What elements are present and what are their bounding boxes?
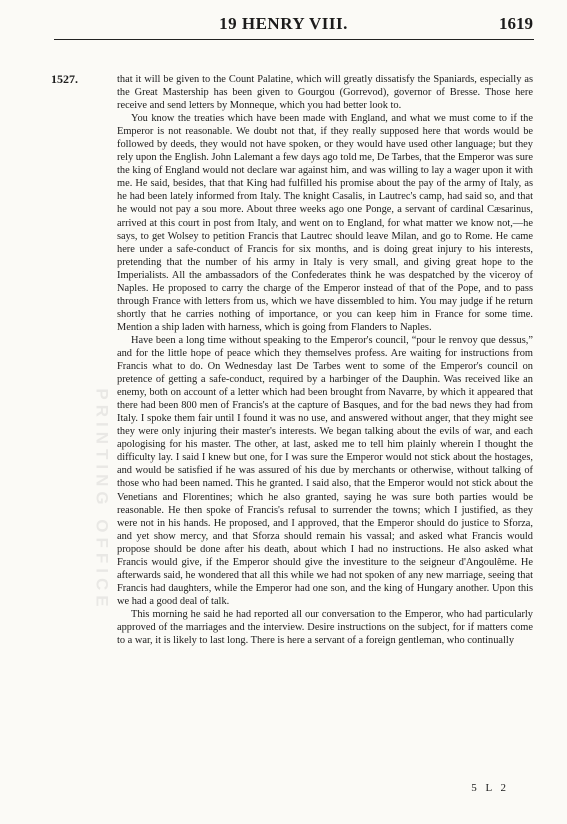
paragraph: This morning he said he had reported all our conversation to the Emperor, who had particularly approved of the marriages and the interview. Desire instructions on the subject, for if matters come to a war, it is likely to last long. There is here a servant of a foreign gentleman, who continually [117,608,533,647]
printer-signature: 5 L 2 [471,782,509,794]
paragraph-continuation: that it will be given to the Count Palatine, which will greatly dissatisfy the Spaniards, especially as the Great Mastership has been given to Gourgou (Gorrevod), governor of Bresse. Those here receive and send letters by Monneque, which you had better look to. [117,74,533,112]
running-head: 19 HENRY VIII. [219,14,348,33]
watermark-text: PRINTING OFFICE [93,388,112,612]
paragraph: Have been a long time without speaking to the Emperor's council, “pour le renvoy que dessus,” and for the little hope of peace which they themselves profess. Are waiting for instructions from Francis what to do. On Wednesday last De Tarbes went to some of the Emperor's council on pretence of getting a safe-conduct, required by a harbinger of the Dauphin. Was received like an enemy, both on account of a letter which had been brought from Navarre, by which it appeared that there had been 800 men of Francis's at the capture of Basques, and for the bad news they had from Italy. I spoke them fair until I found it was no use, and answered without anger, that they might see they were only injuring their master's interests. We began talking about the evils of war, and each apologising for his master. The other, at last, asked me to tell him plainly wherein I thought the difficulty lay. I said I knew but one, for I was sure the Emperor would not stick about the hostages, and would be satisfied if he was assured of his due by merchants or otherwise, without talking of those who had been named. This he granted. I said also, that the Emperor would not stick about the Venetians and Florentines; which he also granted, saying he was sure both parties would be reasonable. He then spoke of Francis's refusal to surrender the towns; which I justified, as they were not in his hands. He proposed, and I approved, that the Emperor should do justice to Sforza, and yet show mercy, and that Sforza should remain his vassal; and asked what Francis would propose should be done after his death, about which I had no instructions. He also asked what Francis would give, if the Emperor should give the investiture to the seigneur d'Angoulême. He afterwards said, he wondered that all this while we had not spoken of any new marriage, seeing that Francis had daughters, while the Emperor had one son, and the king of Hungary another. Upon this we had a good deal of talk. [117,334,533,607]
paragraph: You know the treaties which have been made with England, and what we must come to if the Emperor is not reasonable. We doubt not that, if they really supposed here that words would be followed by deeds, they would not have spoken, or they would have used other language; but they rely upon the English. John Lalemant a few days ago told me, De Tarbes, that the Emperor was sure the king of England would not declare war against him, and was willing to lay a wager upon it with me. He said, besides, that that King had fulfilled his promise about the pay of the army of Italy, as he had been lately informed from Italy. The knight Casalis, in Lautrec's camp, had said so, and that he would not pay a sou more. About three weeks ago one Ponge, a servant of cardinal Cæsarinus, arrived at this court in post from Italy, and went on to England, for what matter we know not,—he says, to get Wolsey to petition Francis that Lautrec should leave Milan, and go to Rome. He came here under a safe-conduct of Francis for six months, and is doing great injury to his interests, pretending that the number of his army in Italy is very small, and giving great hope to the Imperialists. All the ambassadors of the Confederates think he was despatched by the viceroy of Naples. He proposed to carry the charge of the Emperor instead of that of the Pope, and to pass through France with letters from us, which we have dissembled to him. You may judge if he return shortly that he carries nothing of importance, or you can keep him in France for some time. Mention a ship laden with harness, which is going from Flanders to Naples. [117,113,533,333]
header-rule [54,39,534,40]
body-text [117,73,533,647]
page-number: 1619 [499,14,533,33]
margin-year: 1527. [51,72,78,86]
